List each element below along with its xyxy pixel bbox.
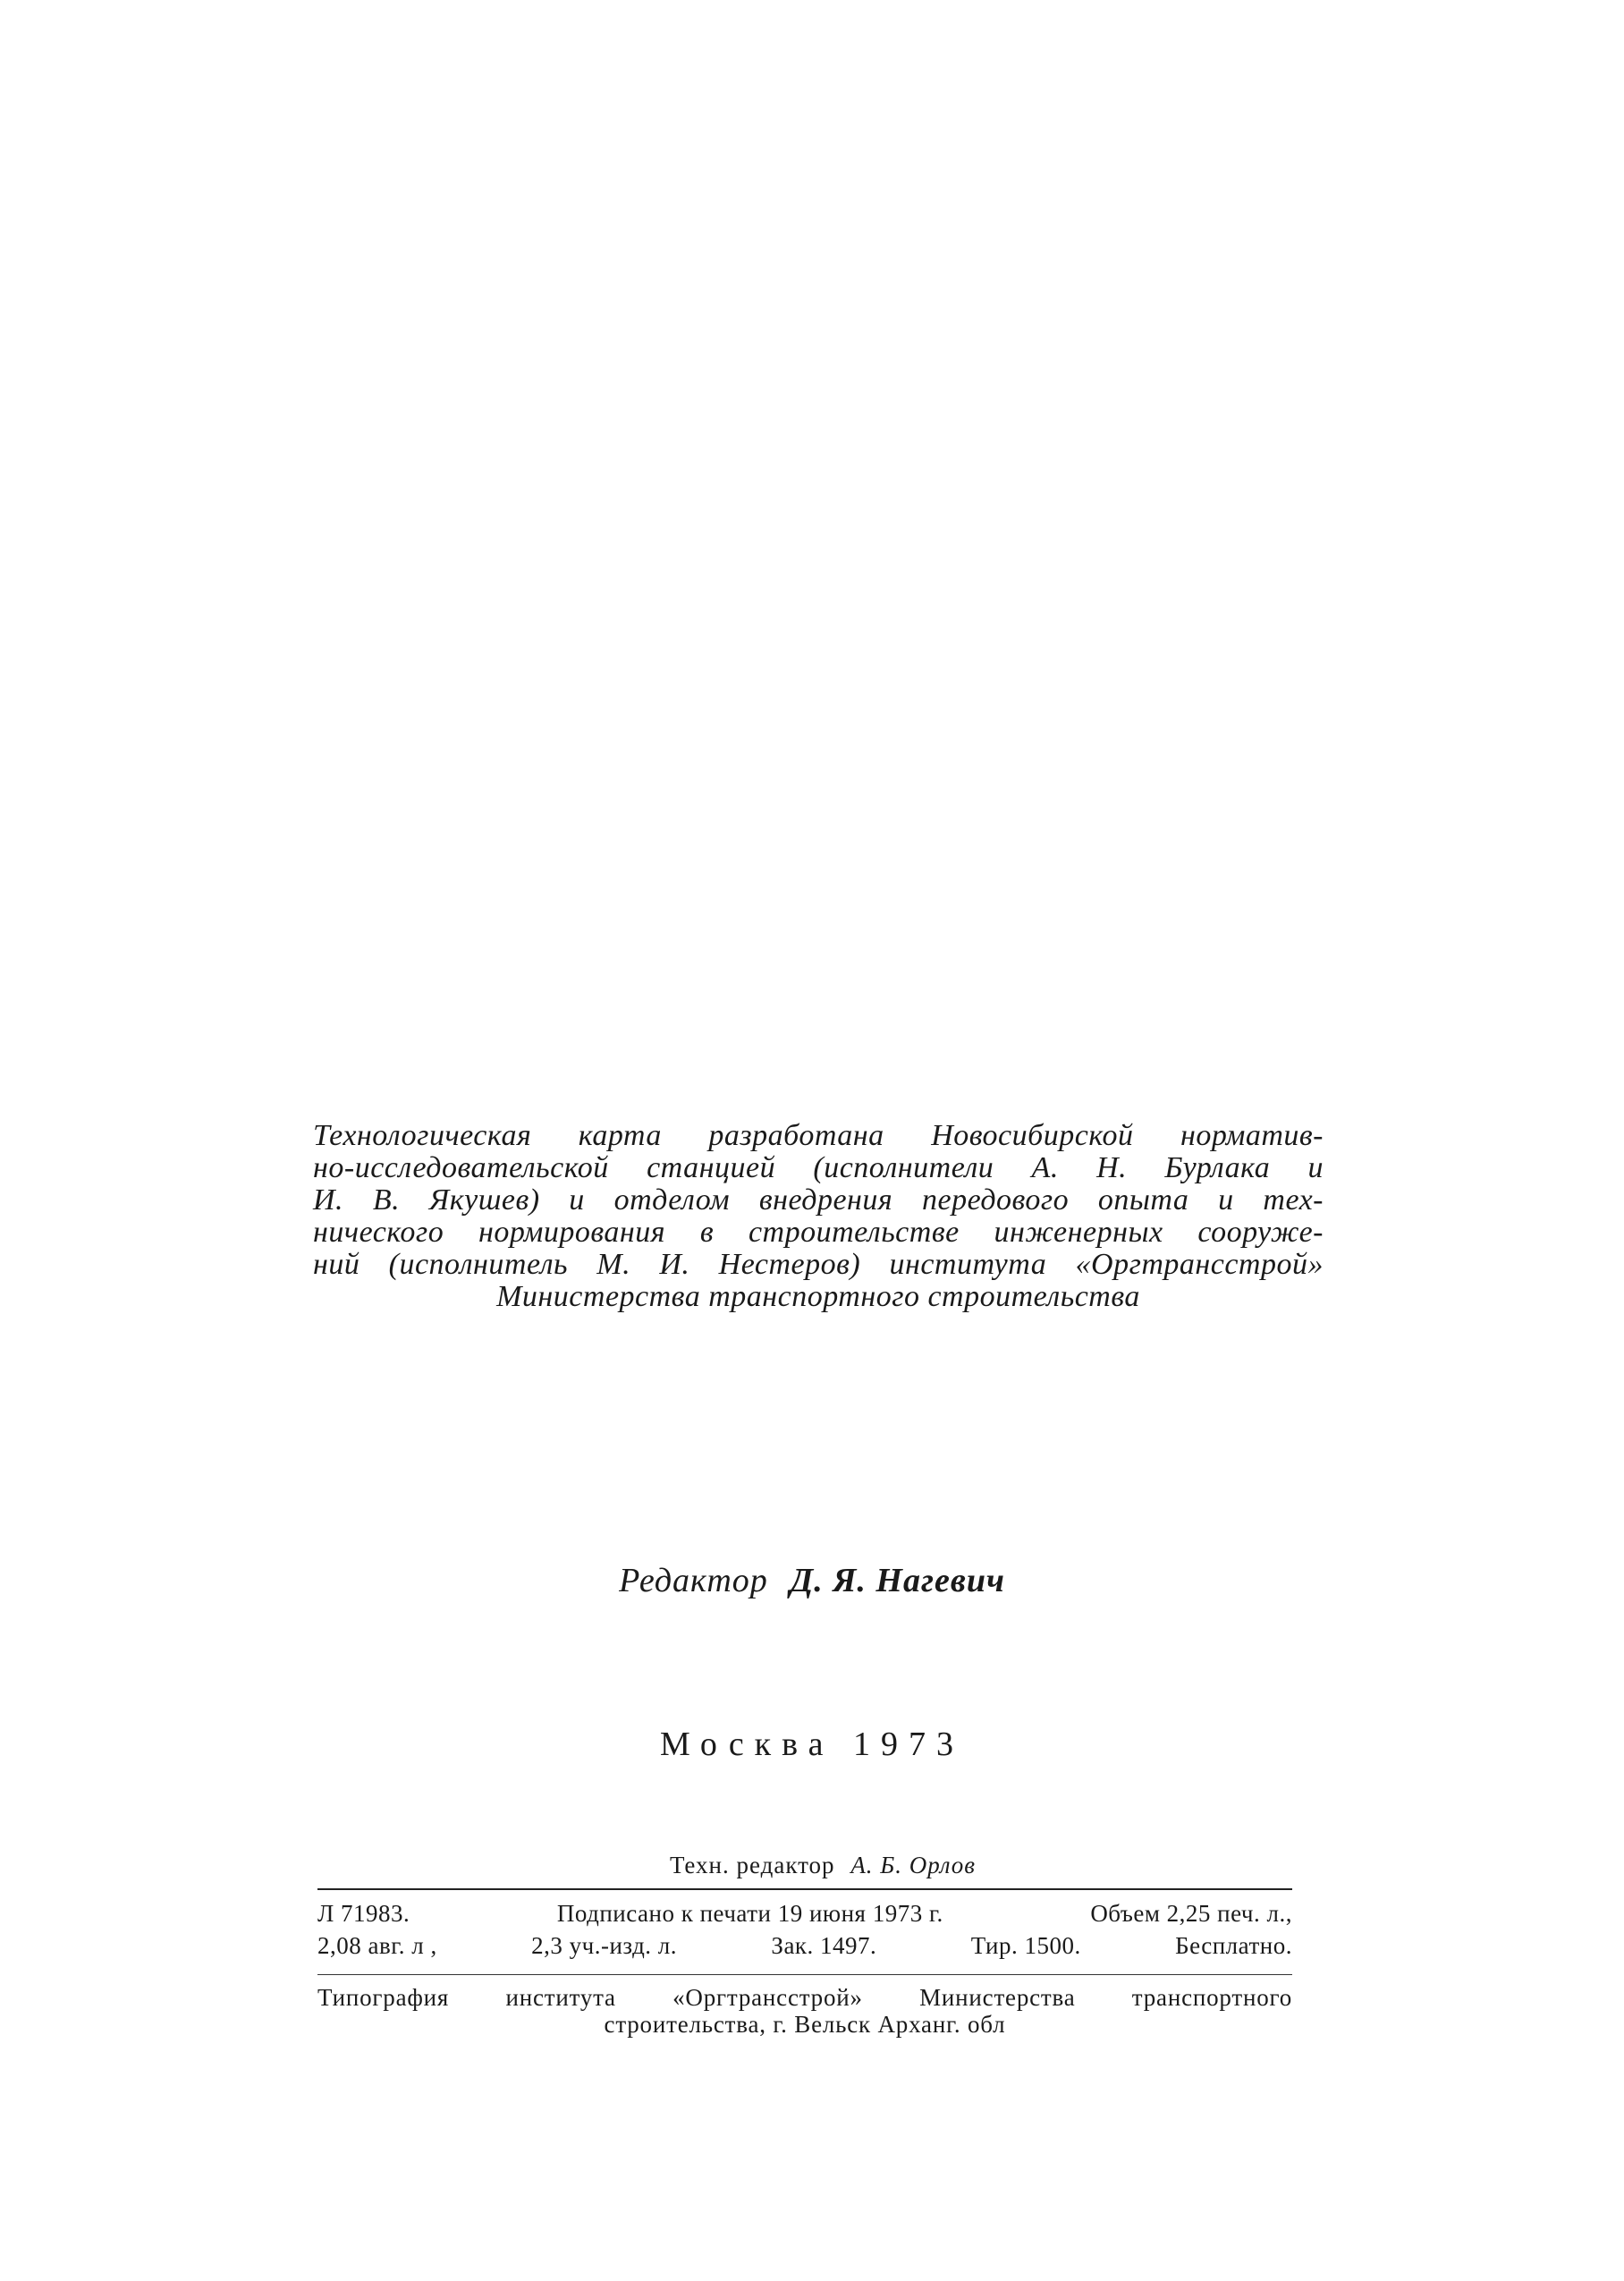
signed-for-print: Подписано к печати 19 июня 1973 г. (556, 1900, 943, 1927)
license-number: Л 71983. (317, 1900, 410, 1927)
editor-name: Д. Я. Нагевич (790, 1562, 1005, 1599)
credits-line: но-исследовательской станцией (исполнители А. Н. Бурлака и (313, 1151, 1324, 1184)
credits-line: И. В. Якушев) и отделом внедрения передового опыта и тех- (313, 1183, 1324, 1217)
printer-line: Типография института «Оргтрансстрой» Министерства транспортного (317, 1984, 1292, 2011)
imprint-block (317, 1852, 1292, 2038)
price-free: Бесплатно. (1175, 1932, 1292, 1959)
tech-editor-name: А. Б. Орлов (850, 1852, 977, 1878)
editor-label: Редактор (619, 1562, 768, 1599)
credits-line: Министерства транспортного строительства (496, 1280, 1140, 1313)
divider (317, 1974, 1292, 1975)
tech-editor-label: Техн. редактор (669, 1852, 835, 1878)
publication-data (317, 1890, 1292, 1965)
tech-editor-credit (353, 1852, 1292, 1879)
credits-line: ний (исполнитель М. И. Нестеров) института «Оргтрансстрой» (313, 1248, 1324, 1281)
credits-paragraph (313, 1120, 1324, 1313)
printer-line: строительства, г. Вельск Арханг. обл (604, 2011, 1006, 2038)
order-number: Зак. 1497. (771, 1932, 877, 1959)
print-run: Тир. 1500. (970, 1932, 1081, 1959)
volume-print-sheets: Объем 2,25 печ. л., (1090, 1900, 1292, 1927)
author-sheets: 2,08 авг. л , (317, 1932, 437, 1959)
publication-row (317, 1897, 1292, 1929)
credits-line: нического нормирования в строительстве инженерных сооруже- (313, 1216, 1324, 1249)
city-year: Москва 1973 (660, 1726, 964, 1763)
publication-row (317, 1929, 1292, 1962)
credits-line: Технологическая карта разработана Новосибирской норматив- (313, 1119, 1324, 1152)
editor-credit (0, 1561, 1624, 1600)
printer-info (317, 1984, 1292, 2038)
publisher-sheets: 2,3 уч.-изд. л. (531, 1932, 678, 1959)
